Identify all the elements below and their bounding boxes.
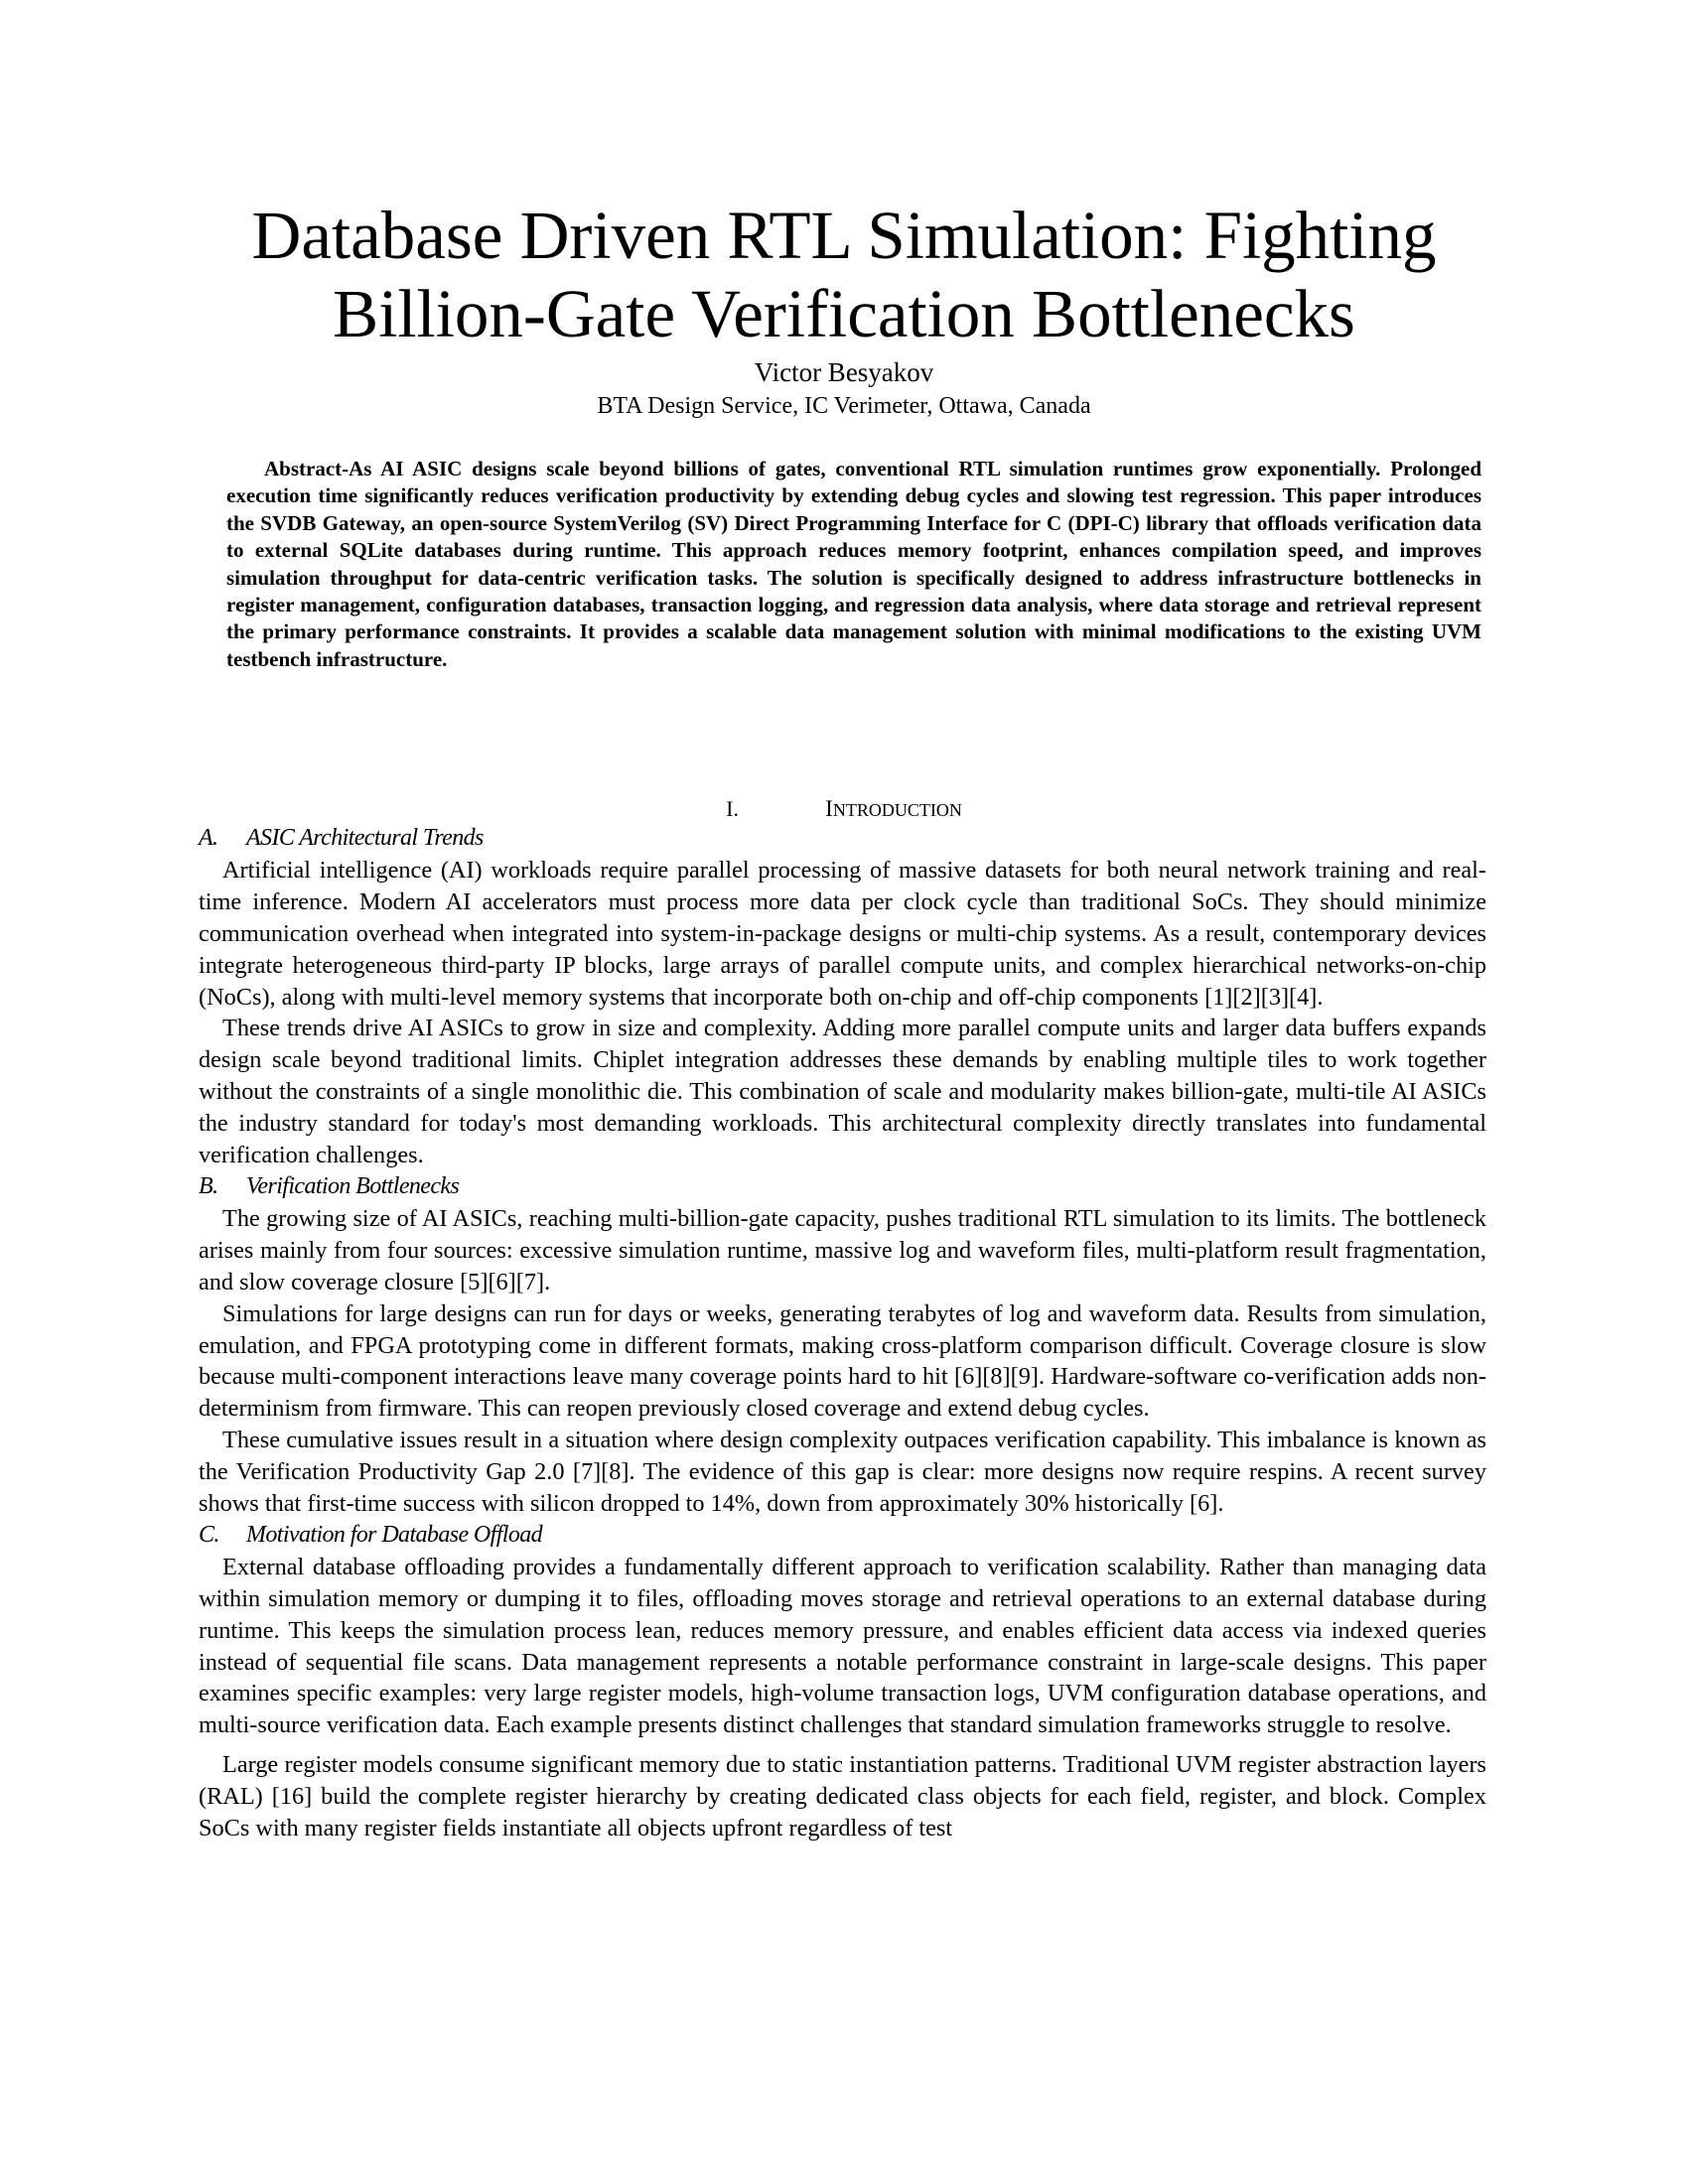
paragraph: Large register models consume significant memory due to static instantiation patterns. Traditional UVM register abstraction layers (RAL) [16] build the complete register hierarchy by creating dedicated class objects for each field, register, and block. Complex SoCs with many register fields instantiate all objects upfront regardless of test bbox=[199, 1751, 1486, 1843]
subsection-letter: A. bbox=[199, 825, 218, 851]
paragraph: External database offloading provides a fundamentally different approach to verification scalability. Rather than managing data within simulation memory or dumping it to files, offloading moves storage and retrieval operations to an external database during runtime. This keeps the simulation process lean, reduces memory pressure, and enables efficient data access via indexed queries instead of sequential file scans. Data management represents a notable performance constraint in large-scale designs. This paper examines specific examples: very large register models, high-volume transaction logs, UVM configuration database operations, and multi-source verification data. Each example presents distinct challenges that standard simulation frameworks struggle to resolve. bbox=[199, 1553, 1486, 1739]
body-text bbox=[199, 823, 1486, 1844]
section-heading-introduction bbox=[149, 795, 1539, 824]
subsection-title: ASIC Architectural Trends bbox=[246, 825, 484, 851]
paragraph: These trends drive AI ASICs to grow in size and complexity. Adding more parallel compute units and larger data buffers expands design scale beyond traditional limits. Chiplet integration addresses these demands by enabling multiple tiles to work together without the constraints of a single monolithic die. This combination of scale and modularity makes billion-gate, multi-tile AI ASICs the industry standard for today's most demanding workloads. This architectural complexity directly translates into fundamental verification challenges. bbox=[199, 1015, 1486, 1169]
subsection-title: Verification Bottlenecks bbox=[246, 1172, 460, 1199]
abstract: Abstract-As AI ASIC designs scale beyond billions of gates, conventional RTL simulation runtimes grow exponentially. Prolonged execution time significantly reduces verification productivity by extending debug cycles and slowing test regression. This paper introduces the SVDB Gateway, an open-source SystemVerilog (SV) Direct Programming Interface for C (DPI-C) library that offloads verification data to external SQLite databases during runtime. This approach reduces memory footprint, enhances compilation speed, and improves simulation throughput for data-centric verification tasks. The solution is specifically designed to address infrastructure bottlenecks in register management, configuration databases, transaction logging, and regression data analysis, where data storage and retrieval represent the primary performance constraints. It provides a scalable data management solution with minimal modifications to the existing UVM testbench infrastructure. bbox=[226, 457, 1481, 671]
section-number: I. bbox=[726, 796, 739, 821]
section-title-initial: I bbox=[825, 796, 833, 821]
paragraph: These cumulative issues result in a situation where design complexity outpaces verification capability. This imbalance is known as the Verification Productivity Gap 2.0 [7][8]. The evidence of this gap is clear: more designs now require respins. A recent survey shows that first-time success with silicon dropped to 14%, down from approximately 30% historically [6]. bbox=[199, 1427, 1486, 1518]
subsection-title: Motivation for Database Offload bbox=[246, 1521, 543, 1548]
author-name: Victor Besyakov bbox=[754, 357, 934, 387]
author-affiliation: BTA Design Service, IC Verimeter, Ottawa, Canada bbox=[597, 393, 1091, 419]
paragraph: Simulations for large designs can run for days or weeks, generating terabytes of log and waveform data. Results from simulation, emulation, and FPGA prototyping come in different formats, making cross-platform comparison difficult. Coverage closure is slow because multi-component interactions leave many coverage points hard to hit [6][8][9]. Hardware-software co-verification adds non-determinism from firmware. This can reopen previously closed coverage and extend debug cycles. bbox=[199, 1299, 1486, 1423]
subsection-heading-c bbox=[199, 1520, 1486, 1552]
paragraph: Artificial intelligence (AI) workloads require parallel processing of massive datasets for both neural network training and real-time inference. Modern AI accelerators must process more data per clock cycle than traditional SoCs. They should minimize communication overhead when integrated into system-in-package designs or multi-chip systems. As a result, contemporary devices integrate heterogeneous third-party IP blocks, large arrays of parallel compute units, and complex hierarchical networks-on-chip (NoCs), along with multi-level memory systems that incorporate both on-chip and off-chip components [1][2][3][4]. bbox=[199, 856, 1486, 1011]
subsection-heading-b bbox=[199, 1171, 1486, 1203]
subsection-letter: B. bbox=[199, 1172, 218, 1199]
subsection-letter: C. bbox=[199, 1521, 219, 1548]
paper-title-line-2: Billion-Gate Verification Bottlenecks bbox=[333, 276, 1355, 351]
paper-title bbox=[149, 197, 1539, 353]
section-title-rest: NTRODUCTION bbox=[832, 800, 962, 820]
subsection-heading-a bbox=[199, 823, 1486, 855]
paragraph: The growing size of AI ASICs, reaching multi-billion-gate capacity, pushes traditional RTL simulation to its limits. The bottleneck arises mainly from four sources: excessive simulation runtime, massive log and waveform files, multi-platform result fragmentation, and slow coverage closure [5][6][7]. bbox=[199, 1204, 1486, 1296]
paper-title-line-1: Database Driven RTL Simulation: Fighting bbox=[251, 198, 1437, 273]
